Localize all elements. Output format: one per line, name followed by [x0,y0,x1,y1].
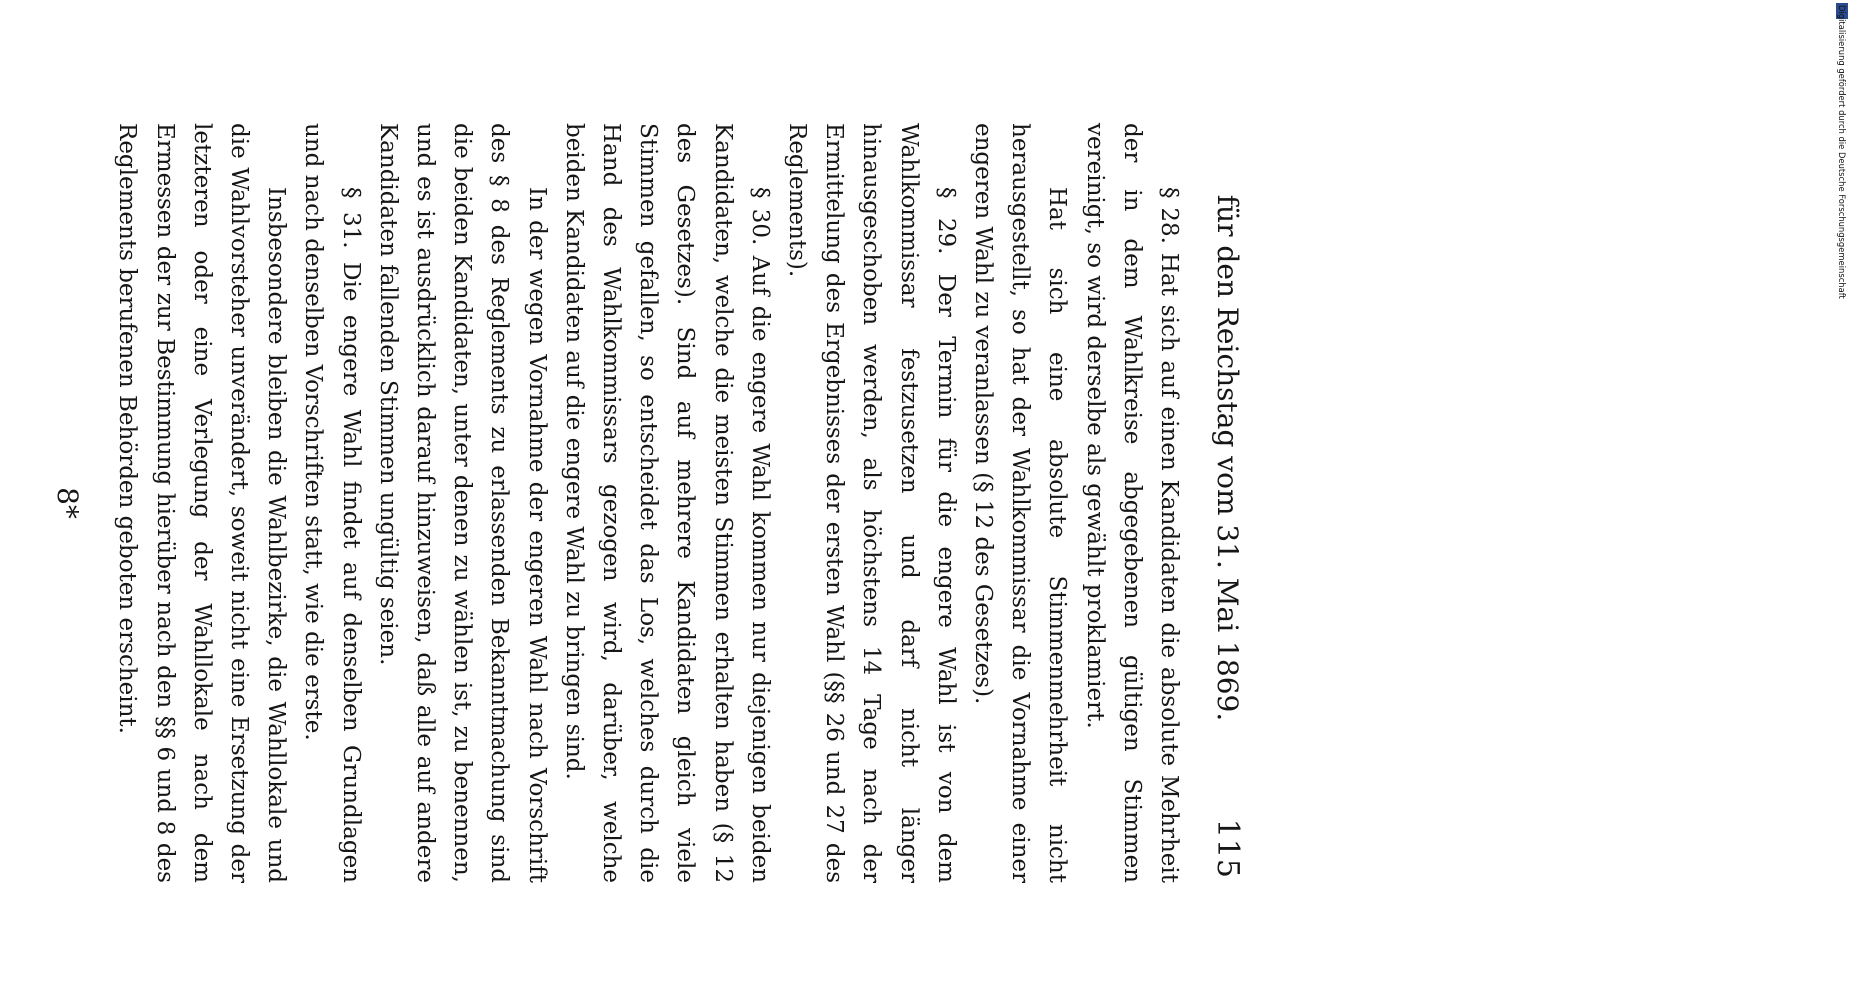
funding-note: Digitalisierung gefördert durch die Deutsche Forschungsgemeinschaft [1837,5,1847,299]
paragraph-section-30: § 30. Auf die engere Wahl kommen nur diejenigen beiden Kandidaten, welche die meisten Stimmen erhalten haben (§ 12 des Gesetzes). Sind auf mehrere Kandidaten gleich viele Stimmen gefallen, so entscheidet das Los, welches durch die Hand des Wahlkommissars gezogen wird, darüber, welche beiden Kandidaten auf die engere Wahl zu bringen sind. [560,123,773,883]
body-text [108,123,1187,883]
paragraph-polling-stations: Insbesondere bleiben die Wahlbezirke, die Wahllokale und die Wahlvorsteher unverändert, soweit nicht eine Ersetzung der letzteren oder eine Verlegung der Wahllokale nach dem Ermessen der zur Bestimmung hierüber nach den §§ 6 und 8 des Reglements berufenen Behörden geboten erscheint. [114,123,290,883]
paragraph-section-29: § 29. Der Termin für die engere Wahl ist von dem Wahlkommissar festzusetzen und darf nicht länger hinausgeschoben werden, als höchstens 14 Tage nach der Ermittelung des Ergebnisses der ersten Wahl (§§ 26 und 27 des Reglements). [783,123,959,883]
paragraph-section-31: § 31. Die engere Wahl findet auf denselben Grundlagen und nach denselben Vorschriften statt, wie die erste. [300,123,364,883]
page-number: 115 [1210,818,1245,879]
page-header [1197,123,1247,883]
paragraph-announcement: In der wegen Vornahme der engeren Wahl nach Vorschrift des § 8 des Reglements zu erlassenden Bekanntmachung sind die beiden Kandidaten, unter denen zu wählen ist, zu benennen, und es ist ausdrücklich darauf hinzuweisen, daß alle auf andere Kandidaten fallenden Stimmen ungültig seien. [374,123,550,883]
paragraph-section-28: § 28. Hat sich auf einen Kandidaten die absolute Mehrheit der in dem Wahlkreise abgegebenen gültigen Stimmen vereinigt, so wird derselbe als gewählt proklamiert. [1081,123,1182,883]
paragraph-runoff-trigger: Hat sich eine absolute Stimmenmehrheit nicht herausgestellt, so hat der Wahlkommissar die Vornahme einer engeren Wahl zu veranlassen (§ 12 des Gesetzes). [969,123,1071,883]
rotated-text-block [9,123,1269,883]
running-head: für den Reichstag vom 31. Mai 1869. [1211,194,1244,722]
funding-acknowledgement [1837,5,1847,665]
signature-mark: 8* [51,487,84,519]
